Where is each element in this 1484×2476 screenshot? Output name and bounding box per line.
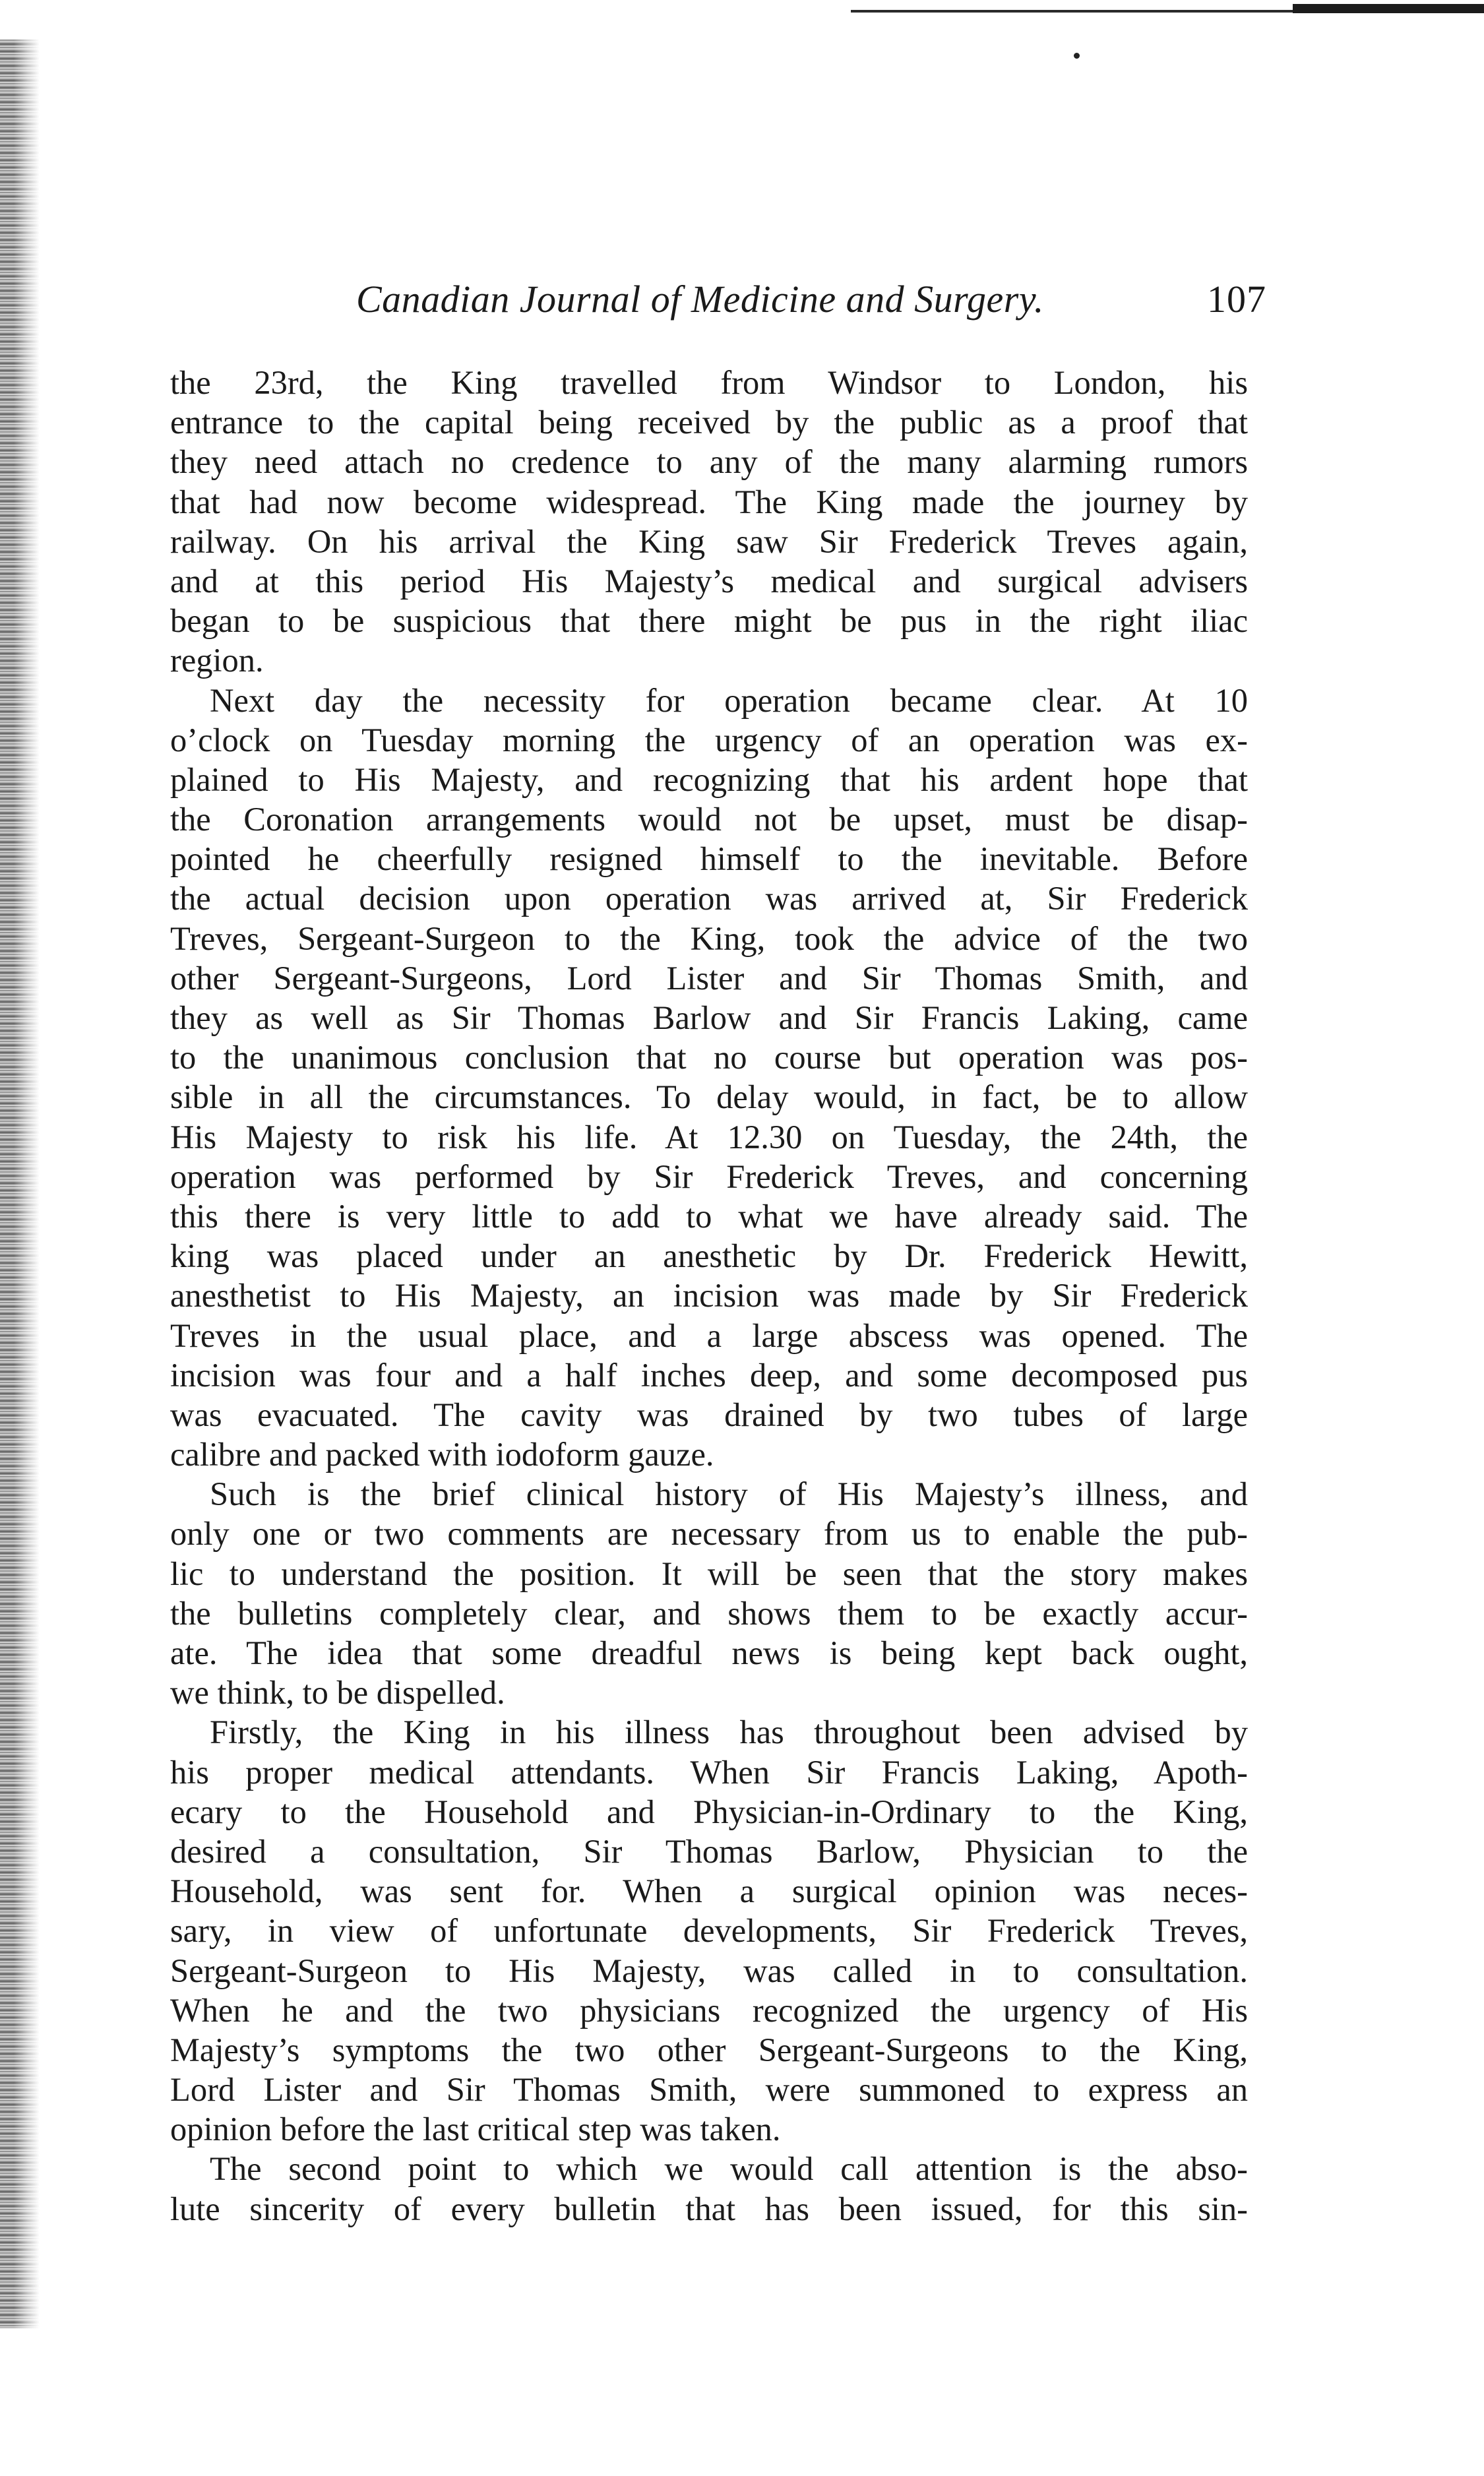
text-line: and at this period His Majesty’s medical and surgical advisers: [170, 562, 1248, 600]
text-line: railway. On his arrival the King saw Sir Frederick Treves again,: [170, 522, 1248, 560]
binding-edge: [0, 40, 40, 2328]
text-line: o’clock on Tuesday morning the urgency of an operation was ex-: [170, 721, 1248, 758]
text-line: anesthetist to His Majesty, an incision was made by Sir Frederick: [170, 1277, 1248, 1315]
text-line: king was placed under an anesthetic by Dr. Frederick Hewitt,: [170, 1237, 1248, 1275]
text-line: Sergeant-Surgeon to His Majesty, was called in to consultation.: [170, 1952, 1248, 1989]
text-line: Firstly, the King in his illness has throughout been advised by: [210, 1714, 1248, 1751]
running-head: [171, 277, 1266, 336]
text-line: region.: [170, 642, 264, 679]
page-number: 107: [1207, 278, 1266, 321]
text-line: Treves in the usual place, and a large abscess was opened. The: [170, 1316, 1248, 1354]
text-line: operation was performed by Sir Frederick Treves, and concerning: [170, 1158, 1248, 1195]
text-line: calibre and packed with iodoform gauze.: [170, 1436, 714, 1473]
article-text: [170, 363, 1248, 2229]
text-line: sary, in view of unfortunate developments, Sir Frederick Treves,: [170, 1912, 1248, 1950]
text-line: Lord Lister and Sir Thomas Smith, were summoned to express an: [170, 2071, 1248, 2109]
text-line: the bulletins completely clear, and shows them to be exactly accur-: [170, 1594, 1248, 1632]
text-line: incision was four and a half inches deep, and some decomposed pus: [170, 1356, 1248, 1394]
text-line: ecary to the Household and Physician-in-Ordinary to the King,: [170, 1793, 1248, 1830]
text-line: Such is the brief clinical history of His Majesty’s illness, and: [210, 1475, 1248, 1513]
top-rule-heavy: [1293, 0, 1484, 20]
text-line: sible in all the circumstances. To delay would, in fact, be to allow: [170, 1078, 1248, 1116]
text-line: Household, was sent for. When a surgical opinion was neces-: [170, 1872, 1248, 1910]
text-line: desired a consultation, Sir Thomas Barlow, Physician to the: [170, 1832, 1248, 1870]
text-line: entrance to the capital being received by the public as a proof that: [170, 404, 1248, 441]
text-line: Next day the necessity for operation became clear. At 10: [210, 681, 1248, 719]
text-line: they need attach no credence to any of the many alarming rumors: [170, 443, 1248, 481]
text-line: his proper medical attendants. When Sir Francis Laking, Apoth-: [170, 1753, 1248, 1791]
text-line: opinion before the last critical step was taken.: [170, 2111, 781, 2148]
text-line: that had now become widespread. The King made the journey by: [170, 483, 1248, 520]
running-title: Canadian Journal of Medicine and Surgery.: [356, 278, 1044, 321]
text-line: His Majesty to risk his life. At 12.30 on Tuesday, the 24th, the: [170, 1118, 1248, 1156]
text-line: plained to His Majesty, and recognizing that his ardent hope that: [170, 760, 1248, 798]
text-line: The second point to which we would call attention is the abso-: [210, 2150, 1248, 2188]
text-line: began to be suspicious that there might be pus in the right iliac: [170, 602, 1248, 640]
text-line: Majesty’s symptoms the two other Sergeant-Surgeons to the King,: [170, 2031, 1248, 2068]
text-line: we think, to be dispelled.: [170, 1674, 505, 1712]
text-line: Treves, Sergeant-Surgeon to the King, took the advice of the two: [170, 919, 1248, 957]
text-line: to the unanimous conclusion that no course but operation was pos-: [170, 1039, 1248, 1076]
text-line: ate. The idea that some dreadful news is being kept back ought,: [170, 1634, 1248, 1671]
text-line: the 23rd, the King travelled from Windsor to London, his: [170, 364, 1248, 401]
text-line: other Sergeant-Surgeons, Lord Lister and Sir Thomas Smith, and: [170, 959, 1248, 997]
text-line: lute sincerity of every bulletin that has been issued, for this sin-: [170, 2190, 1248, 2227]
text-line: pointed he cheerfully resigned himself to the inevitable. Before: [170, 840, 1248, 878]
ink-speck: [1074, 53, 1080, 59]
text-line: they as well as Sir Thomas Barlow and Sir Francis Laking, came: [170, 999, 1248, 1036]
text-line: this there is very little to add to what we have already said. The: [170, 1197, 1248, 1235]
text-line: the actual decision upon operation was arrived at, Sir Frederick: [170, 880, 1248, 917]
text-line: lic to understand the position. It will be seen that the story makes: [170, 1555, 1248, 1592]
text-line: the Coronation arrangements would not be upset, must be disap-: [170, 801, 1248, 838]
text-line: was evacuated. The cavity was drained by two tubes of large: [170, 1396, 1248, 1433]
text-line: When he and the two physicians recognized the urgency of His: [170, 1991, 1248, 2029]
text-line: only one or two comments are necessary from us to enable the pub-: [170, 1515, 1248, 1553]
